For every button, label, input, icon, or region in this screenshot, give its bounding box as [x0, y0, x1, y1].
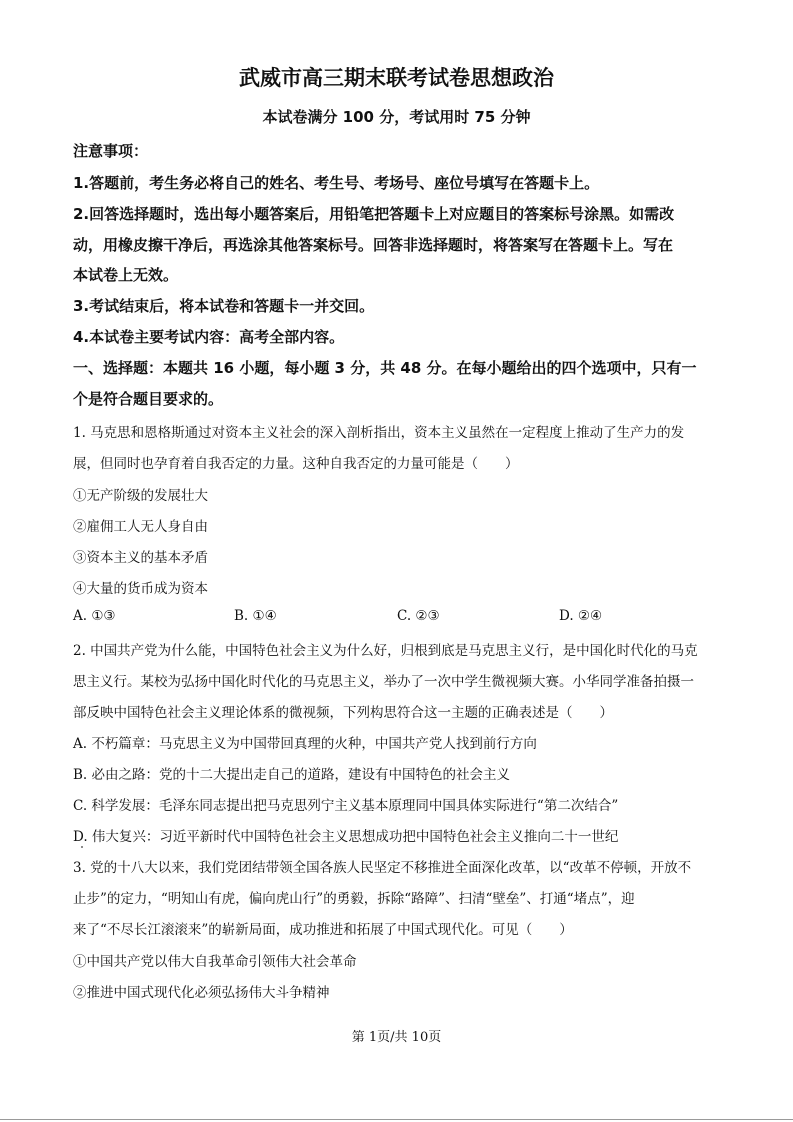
q2-stem-line-1: 2. 中国共产党为什么能，中国特色社会主义为什么好，归根到底是马克思主义行，是中国化时代化的马克 — [73, 643, 698, 659]
q2-option-c: C. 科学发展：毛泽东同志提出把马克思列宁主义基本原理同中国具体实际进行“第二次结合” — [73, 798, 619, 814]
notice-item-4: 4.本试卷主要考试内容：高考全部内容。 — [73, 328, 345, 346]
q2-option-a: A. 不朽篇章：马克思主义为中国带回真理的火种，中国共产党人找到前行方向 — [73, 736, 537, 752]
stray-dot — [81, 846, 83, 848]
notice-item-2-line-2: 动，用橡皮擦干净后，再选涂其他答案标号。回答非选择题时，将答案写在答题卡上。写在 — [73, 236, 674, 254]
notice-item-1: 1.答题前，考生务必将自己的姓名、考生号、考场号、座位号填写在答题卡上。 — [73, 174, 600, 192]
q2-option-d: D. 伟大复兴：习近平新时代中国特色社会主义思想成功把中国特色社会主义推向二十一世纪 — [73, 829, 619, 845]
q3-stem-line-3: 来了“不尽长江滚滚来”的崭新局面，成功推进和拓展了中国式现代化。可见（ ） — [73, 922, 573, 938]
q1-statement-4: ④大量的货币成为资本 — [73, 581, 208, 597]
section-heading-line-1: 一、选择题：本题共 16 小题，每小题 3 分，共 48 分。在每小题给出的四个选项中，只有一 — [73, 359, 697, 377]
q1-option-a: A. ①③ — [73, 608, 116, 624]
q1-statement-3: ③资本主义的基本矛盾 — [73, 550, 208, 566]
notice-heading: 注意事项： — [73, 142, 149, 160]
notice-item-3: 3.考试结束后，将本试卷和答题卡一并交回。 — [73, 297, 375, 315]
q3-statement-2: ②推进中国式现代化必须弘扬伟大斗争精神 — [73, 985, 330, 1001]
page-title: 武威市高三期末联考试卷思想政治 — [239, 66, 554, 90]
q1-option-d: D. ②④ — [559, 608, 603, 624]
q1-stem-line-2: 展，但同时也孕育着自我否定的力量。这种自我否定的力量可能是（ ） — [73, 456, 519, 472]
q3-stem-line-1: 3. 党的十八大以来，我们党团结带领全国各族人民坚定不移推进全面深化改革，以“改革不停顿，开放不 — [73, 860, 692, 876]
q2-stem-line-3: 部反映中国特色社会主义理论体系的微视频，下列构思符合这一主题的正确表述是（ ） — [73, 705, 613, 721]
q1-statement-2: ②雇佣工人无人身自由 — [73, 519, 208, 535]
q3-statement-1: ①中国共产党以伟大自我革命引领伟大社会革命 — [73, 954, 357, 970]
section-heading-line-2: 个是符合题目要求的。 — [73, 390, 224, 408]
q2-option-b: B. 必由之路：党的十二大提出走自己的道路，建设有中国特色的社会主义 — [73, 767, 511, 783]
exam-subtitle: 本试卷满分 100 分，考试用时 75 分钟 — [262, 108, 531, 126]
q1-statement-1: ①无产阶级的发展壮大 — [73, 488, 208, 504]
notice-item-2-line-1: 2.回答选择题时，选出每小题答案后，用铅笔把答题卡上对应题目的答案标号涂黑。如需改 — [73, 205, 675, 223]
notice-item-2-line-3: 本试卷上无效。 — [73, 266, 179, 284]
q1-stem-line-1: 1. 马克思和恩格斯通过对资本主义社会的深入剖析指出，资本主义虽然在一定程度上推动了生产力的发 — [73, 425, 685, 441]
q2-stem-line-2: 思主义行。某校为弘扬中国化时代化的马克思主义，举办了一次中学生微视频大赛。小华同学准备拍摄一 — [73, 674, 694, 690]
q1-option-c: C. ②③ — [397, 608, 440, 624]
bottom-divider — [0, 1119, 793, 1120]
page-footer: 第 1页/共 10页 — [351, 1030, 442, 1045]
q3-stem-line-2: 止步”的定力，“明知山有虎，偏向虎山行”的勇毅，拆除“路障”、扫清“壁垒”、打通“堵点”，迎 — [73, 891, 635, 907]
q1-option-b: B. ①④ — [234, 608, 277, 624]
